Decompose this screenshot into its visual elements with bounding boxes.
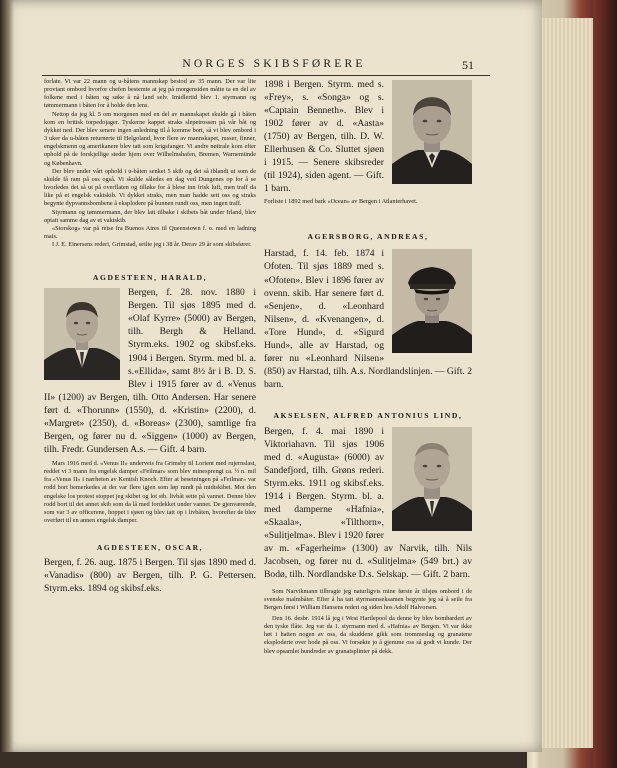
intro-paragraph: forlate. Vi var 22 mann og u-båtens mannskap bestod av 35 mann. Der var lite proviant ombord hvorfor chefen bestemte at jeg på morgensiden måtte ta en del av folkene med i båten og søke å nå land selv. Imidlertid blev 1. styrmann og tømmermann i båten for å holde den lens. (44, 78, 256, 110)
page-gutter (0, 0, 14, 752)
page-stack (537, 18, 595, 748)
bio-agdesteen-harald (44, 286, 256, 456)
bio-text: Bergen, f. 26. aug. 1875 i Bergen. Til sjøs 1890 med d. «Vanadis» (800) av Bergen, tilh. P. G. Pettersen. Styrm.eks. 1894 og skibsf.eks. (44, 557, 256, 595)
bio-note: Som Narvikmann tilbragte jeg naturligvis mine første år tilsjøs ombord i de svenske malmbåter. Efter å ha tatt styrmannseksamen begynte jeg så å seile fra Bergen først i William Hansens rederi og siden hos Adolf Halvorsen. (264, 587, 472, 611)
running-title: NORGES SKIBSFØRERE (182, 58, 366, 70)
left-column (44, 78, 256, 595)
intro-paragraph: «Storskog» var på reise fra Buenos Aires til Queenstown f. o. med en ladning mais. (44, 224, 256, 240)
bio-note: Den 16. desbr. 1914 lå jeg i West Hartlepool da denne by blev bombardert av den tyske flåte. Jeg var da 1. styrmann med d. «Hafnia» av Bergen. Vi var ikke høt i hatten nogen av oss, da skuddene gikk som trommeslag og granatene eksploderte over hode på oss. Vi forsøkte jo å gjemme oss så godt vi kunde. Der blev opsamlet hundreder av granatsplinter på dekk. (264, 614, 472, 655)
bio-akselsen-alfred (264, 425, 472, 582)
bio-agdesteen-oscar-continued (264, 78, 472, 195)
bio-heading-agersborg-andreas: AGERSBORG, ANDREAS, (307, 232, 429, 242)
book-binding (593, 0, 617, 768)
portrait-photo (392, 249, 472, 353)
page-number: 51 (462, 58, 474, 72)
portrait-photo (44, 288, 120, 380)
bio-caption: Forliste i 1892 med bark «Ocean» av Bergen i Atlanterhavet. (264, 198, 418, 206)
bio-text: Harstad, f. 14. feb. 1874 i Ofoten. Til sjøs 1889 med s. «Ofoten». Blev i 1896 fører av ovenn. skib. Har senere ført d. «Senjen», d. «Leonhard Nilsen», d. «Kvenangen», d. «Tore Hund», d. «Sigurd Hund», alle av Harstad, og fører nu «Leonhard Nilsen» (850) av Harstad, tilh. A.s. Nordlandslinjen. — Gift. 2 barn. (264, 248, 472, 390)
bio-heading-agdesteen-harald: AGDESTEEN, HARALD, (92, 273, 208, 283)
bio-heading-akselsen-alfred: AKSELSEN, ALFRED ANTONIUS LIND, (273, 410, 463, 420)
bio-heading-agdesteen-oscar: AGDESTEEN, OSCAR, (96, 543, 204, 553)
intro-paragraph: Der blev under vårt ophold i u-båten senket 5 skib og det så iblandt ut som de skulde få ram på oss også. Vi skulde således en dag ved Dungenes op for å se hvorledes det så ut på overflaten og tilløke for å blese inn frisk luft, men traff da like på et engelsk vaktskib. Vi dykket straks, men man hadde sett oss og straks begynte dypvannsbombene å eksplodere på bunnen rundt oss, men ingen traff. (44, 167, 256, 208)
intro-paragraph: Styrmann og tømmermann, der blev latt tilbake i skibets båt under Irland, blev optatt samme dag av et vaktskib. (44, 208, 256, 224)
bio-text: Bergen, f. 28. nov. 1880 i Bergen. Til sjøs 1895 med d. «Olaf Kyrre» (5000) av Bergen, tilh. Bergh & Helland. Styrm.eks. 1902 og skibsf.eks. 1904 i Bergen. Styrm. med bl. a. s.«Ellida», samt 8½ år i B. D. S. Blev i 1915 fører av d. «Venus II» (1200) av Bergen, tilh. Otto Andersen. Har senere ført d. «Thorunn» (1550), d. «Kristin» (2200), d. «Margret» (2350), d. «Boreas» (2300), samtlige fra Bergen, og fører nu d. «Siggen» (1000) av Bergen, tilh. Fredr. Gundersen A.s. — Gift. 4 barn. (44, 287, 256, 455)
right-column (264, 78, 472, 656)
header-rule (42, 75, 490, 76)
bio-text: Bergen, f. 4. mai 1890 i Viktoriahavn. Til sjøs 1906 med d. «Augusta» (6000) av Sandefjord, tilh. Grøns rederi. Styrm.eks. 1911 og skibsf.eks. 1914 i Bergen. Styrm. bl. a. med damperne «Hafnia», «Skaala», «Tilthorn», «Sulitjelma». Blev i 1920 fører av m. «Fagerheim» (1300) av Narvik, tilh. Nils Jacobsen, og fører nu d. «Sulitjelma» (549 brt.) av Bodø, tilh. Nordlandske D.s. Selskap. — Gift. 2 barn. (264, 425, 472, 581)
intro-paragraph: Nettop da jeg kl. 5 om morgenen med en del av mannskapet skulde gå i båten kom en britisk torpedojager. Tyskerne kappet straks slepetrossen på vår båt og dykket ned. Der blev senere ingen anledning til å komme bort, så vi blev ombord i 3 uker da u-båten returnerte til Helgoland, hvor flere av mannskapet, russer, finner, engelskmenn og amerikanere blev tatt som krigsfanger. Vi andre nøitrale kom efter ophold på de forskjellige steder hjem over Wilhelmshafen, Bremen, Warnemünde og København. (44, 110, 256, 167)
bio-text: 1898 i Bergen. Styrm. med s. «Frey», s. «Songa» og s. «Captain Benneth». Blev i 1902 fører av d. «Aasta» (1750) av Bergen, tilh. D. W. Ellerhusen & Co. Sluttet sjøen i 1915. — Senere skibsreder (til 1924), siden agent. — Gift. 1 barn. (264, 79, 384, 195)
bio-agersborg-andreas (264, 247, 472, 391)
portrait-photo (392, 427, 472, 531)
bio-note: Mars 1916 med d. «Venus II» underveis fra Grimsby til Lorient med rujernslast, reddet vi 3 mann fra engelsk damper «Feilmar» som blev minesprengt ca. ½ n. mil fra «Venus II» i nærheten av Kentish Knoch. Efter at besetningen på «Feilmar» var rodd bort bemerkedes at der var flere igjen som løp rundt på midtskibet. Mot den engelske los protest stoppet jeg skibet og lot stb. livbåt sette på vannet. Denne blev rodd bort til det annet skib som da lå med fordekket under vannet. De gjenværende, som var 3 av officerene, hoppet i sjøen og blev tatt op i livbåten, hvorefter de blev overført til en annen engelsk damper. (44, 459, 256, 524)
portrait-photo (392, 80, 472, 184)
intro-paragraph: I J. E. Einersens rederi, Grimstad, seilte jeg i 38 år. Derav 29 år som skibsfører. (52, 241, 252, 249)
